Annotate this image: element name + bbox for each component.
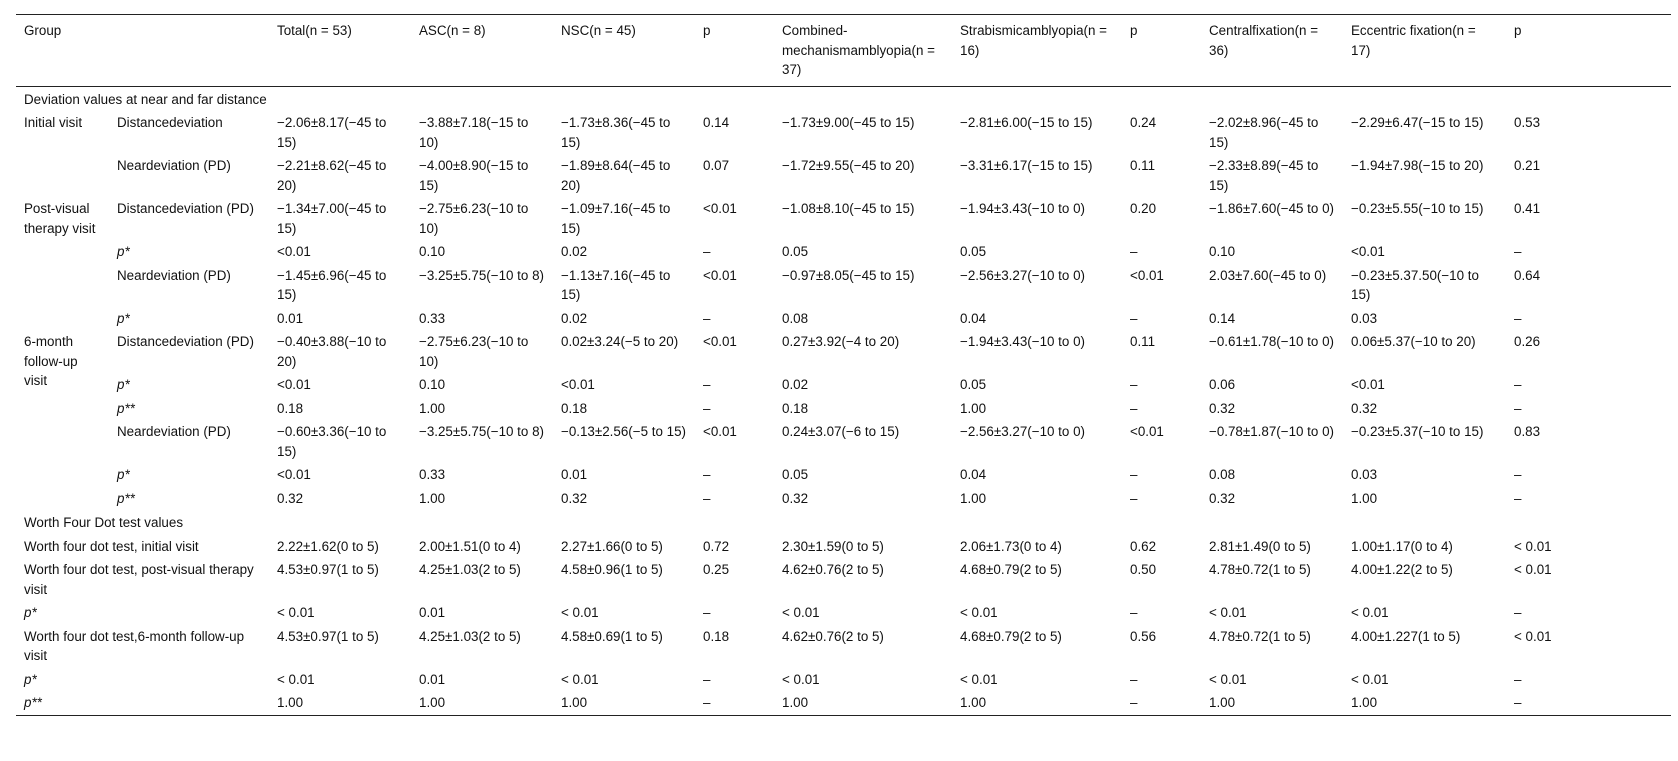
row-label: p** — [117, 490, 135, 506]
table-cell: 4.68±0.79(2 to 5) — [960, 562, 1062, 577]
group-label-post: Post-visual therapy visit — [24, 201, 96, 236]
table-cell: < 0.01 — [1514, 538, 1552, 554]
row-label: p* — [24, 605, 37, 620]
table-cell: 0.27±3.92(−4 to 20) — [782, 334, 900, 349]
table-cell: −1.94±3.43(−10 to 0) — [960, 334, 1085, 349]
table-cell: < 0.01 — [782, 671, 820, 687]
table-cell: – — [1130, 377, 1138, 392]
table-cell: – — [703, 695, 711, 710]
table-cell: – — [1514, 377, 1522, 392]
table-row — [16, 535, 1671, 559]
table-cell: 0.11 — [1130, 334, 1156, 349]
table-cell: < 0.01 — [561, 605, 599, 620]
table-body — [16, 86, 1671, 715]
col-header-p: p — [1514, 23, 1522, 38]
table-cell: 0.03 — [1351, 310, 1378, 326]
table-cell: 2.81±1.49(0 to 5) — [1209, 538, 1311, 554]
table-cell: 2.27±1.66(0 to 5) — [561, 538, 663, 554]
table-cell: 0.18 — [782, 400, 809, 416]
table-cell: −0.23±5.37.50(−10 to 15) — [1351, 267, 1479, 302]
table-cell: −2.56±3.27(−10 to 0) — [960, 424, 1085, 439]
table-cell: < 0.01 — [1351, 671, 1389, 687]
row-label: p* — [117, 244, 130, 259]
table-cell: −0.13±2.56(−5 to 15) — [561, 424, 686, 439]
col-header-eccentric: Eccentric fixation(n = 17) — [1351, 23, 1476, 58]
table-cell: −1.13±7.16(−45 to 15) — [561, 267, 671, 302]
table-cell: 0.02 — [561, 310, 588, 326]
col-header-group: Group — [24, 23, 62, 38]
table-cell: −2.56±3.27(−10 to 0) — [960, 267, 1085, 283]
table-cell: 0.25 — [703, 562, 730, 577]
table-cell: 0.83 — [1514, 424, 1541, 439]
group-label-initial: Initial visit — [24, 115, 83, 130]
table-cell: – — [703, 310, 711, 326]
row-label: p* — [24, 671, 37, 687]
table-cell: 2.22±1.62(0 to 5) — [277, 538, 379, 554]
table-cell: −2.21±8.62(−45 to 20) — [277, 158, 387, 193]
table-cell: <0.01 — [703, 334, 737, 349]
table-cell: – — [1514, 490, 1522, 506]
table-cell: 0.06 — [1209, 377, 1236, 392]
table-cell: 0.56 — [1130, 628, 1157, 644]
table-cell: 0.04 — [960, 310, 987, 326]
table-cell: – — [1514, 467, 1522, 482]
table-cell: −2.29±6.47(−15 to 15) — [1351, 115, 1484, 130]
table-cell: < 0.01 — [1209, 605, 1247, 620]
table-cell: −1.73±8.36(−45 to 15) — [561, 115, 671, 150]
table-cell: 0.32 — [782, 490, 809, 506]
table-cell: 0.03 — [1351, 467, 1378, 482]
row-label: Worth four dot test, initial visit — [24, 538, 199, 554]
table-cell: <0.01 — [277, 244, 311, 259]
section-row — [16, 510, 1671, 535]
row-label: Neardeviation (PD) — [117, 267, 231, 283]
table-cell: 4.53±0.97(1 to 5) — [277, 562, 379, 577]
section-row — [16, 86, 1671, 111]
table-cell: 0.41 — [1514, 201, 1541, 216]
table-cell: 4.25±1.03(2 to 5) — [419, 628, 521, 644]
table-cell: – — [1514, 400, 1522, 416]
table-cell: – — [703, 244, 711, 259]
section-title-worth-four-dot: Worth Four Dot test values — [24, 515, 184, 530]
table-cell: 0.10 — [419, 244, 446, 259]
row-label: p** — [24, 695, 42, 710]
table-cell: 0.11 — [1130, 158, 1156, 173]
table-cell: – — [1514, 605, 1522, 620]
row-label: p* — [117, 310, 130, 326]
table-cell: 0.32 — [1351, 400, 1378, 416]
table-cell: 4.62±0.76(2 to 5) — [782, 562, 884, 577]
table-cell: 4.78±0.72(1 to 5) — [1209, 628, 1311, 644]
table-cell: 0.05 — [960, 244, 987, 259]
table-cell: 0.26 — [1514, 334, 1541, 349]
table-cell: 2.00±1.51(0 to 4) — [419, 538, 521, 554]
table-cell: 4.58±0.96(1 to 5) — [561, 562, 663, 577]
table-row — [16, 463, 1671, 487]
table-cell: – — [703, 377, 711, 392]
table-cell: 0.02 — [561, 244, 588, 259]
table-cell: −2.33±8.89(−45 to 15) — [1209, 158, 1319, 193]
table-cell: < 0.01 — [1209, 671, 1247, 687]
table-cell: – — [703, 671, 711, 687]
table-cell: 0.32 — [1209, 400, 1236, 416]
col-header-total: Total(n = 53) — [277, 23, 352, 38]
table-cell: −1.08±8.10(−45 to 15) — [782, 201, 915, 216]
table-row — [16, 154, 1671, 197]
table-cell: 4.25±1.03(2 to 5) — [419, 562, 521, 577]
table-cell: 0.18 — [561, 400, 588, 416]
table-cell: −2.75±6.23(−10 to 10) — [419, 334, 529, 369]
table-cell: – — [703, 490, 711, 506]
table-cell: −2.75±6.23(−10 to 10) — [419, 201, 529, 236]
table-cell: 0.05 — [782, 467, 809, 482]
group-label-six-month: 6-month follow-up visit — [24, 334, 78, 388]
table-row — [16, 197, 1671, 240]
row-label: Distancedeviation — [117, 115, 223, 130]
table-cell: 0.64 — [1514, 267, 1541, 283]
table-cell: – — [1130, 695, 1138, 710]
table-cell: 4.78±0.72(1 to 5) — [1209, 562, 1311, 577]
table-cell: −0.61±1.78(−10 to 0) — [1209, 334, 1334, 349]
table-cell: < 0.01 — [561, 671, 599, 687]
table-cell: 0.10 — [419, 377, 446, 392]
table-row — [16, 373, 1671, 397]
row-label: Neardeviation (PD) — [117, 158, 231, 173]
table-cell: 0.01 — [419, 671, 446, 687]
table-cell: 4.00±1.227(1 to 5) — [1351, 628, 1461, 644]
col-header-p: p — [703, 23, 711, 38]
table-cell: 1.00 — [419, 695, 446, 710]
table-cell: 0.33 — [419, 310, 446, 326]
table-cell: 2.03±7.60(−45 to 0) — [1209, 267, 1327, 283]
table-header — [16, 15, 1671, 87]
table-cell: – — [1130, 671, 1138, 687]
table-row — [16, 307, 1671, 331]
table-cell: <0.01 — [1130, 424, 1164, 439]
table-cell: 1.00 — [1351, 695, 1378, 710]
table-row — [16, 668, 1671, 692]
table-cell: 0.01 — [561, 467, 588, 482]
table-cell: 1.00±1.17(0 to 4) — [1351, 538, 1453, 554]
table-cell: 0.08 — [1209, 467, 1236, 482]
table-cell: −0.23±5.37(−10 to 15) — [1351, 424, 1484, 439]
table-cell: – — [703, 400, 711, 416]
table-row — [16, 558, 1671, 601]
table-cell: 0.53 — [1514, 115, 1541, 130]
table-cell: 4.00±1.22(2 to 5) — [1351, 562, 1453, 577]
table-cell: −0.23±5.55(−10 to 15) — [1351, 201, 1484, 216]
table-cell: 0.10 — [1209, 244, 1236, 259]
table-cell: −1.34±7.00(−45 to 15) — [277, 201, 387, 236]
table-cell: 0.02±3.24(−5 to 20) — [561, 334, 679, 349]
table-cell: 1.00 — [561, 695, 588, 710]
table-cell: 1.00 — [419, 490, 446, 506]
table-cell: −3.31±6.17(−15 to 15) — [960, 158, 1093, 173]
col-header-asc: ASC(n = 8) — [419, 23, 486, 38]
table-cell: 0.24 — [1130, 115, 1157, 130]
table-cell: −1.73±9.00(−45 to 15) — [782, 115, 915, 130]
table-cell: −3.25±5.75(−10 to 8) — [419, 424, 544, 439]
results-table — [16, 14, 1671, 716]
table-cell: <0.01 — [703, 267, 737, 283]
row-label: Worth four dot test,6-month follow-up visit — [24, 628, 245, 663]
section-title-deviation: Deviation values at near and far distance — [24, 91, 267, 107]
table-cell: 2.30±1.59(0 to 5) — [782, 538, 884, 554]
table-cell: 0.72 — [703, 538, 730, 554]
row-label: Neardeviation (PD) — [117, 424, 231, 439]
table-cell: −1.94±7.98(−15 to 20) — [1351, 158, 1484, 173]
table-cell: 0.21 — [1514, 158, 1541, 173]
table-cell: −4.00±8.90(−15 to 15) — [419, 158, 529, 193]
table-cell: 0.20 — [1130, 201, 1157, 216]
table-cell: 0.05 — [960, 377, 987, 392]
table-cell: −0.60±3.36(−10 to 15) — [277, 424, 387, 459]
table-cell: −1.86±7.60(−45 to 0) — [1209, 201, 1334, 216]
table-cell: 4.53±0.97(1 to 5) — [277, 628, 379, 644]
table-row — [16, 625, 1671, 668]
table-cell: < 0.01 — [1514, 562, 1552, 577]
table-cell: 4.68±0.79(2 to 5) — [960, 628, 1062, 644]
table-cell: −1.45±6.96(−45 to 15) — [277, 267, 387, 302]
table-cell: – — [1130, 310, 1138, 326]
table-cell: 0.01 — [277, 310, 304, 326]
table-cell: 0.33 — [419, 467, 446, 482]
table-cell: 0.14 — [1209, 310, 1236, 326]
table-cell: 1.00 — [782, 695, 809, 710]
table-cell: 0.02 — [782, 377, 809, 392]
results-table-container — [16, 14, 1671, 716]
col-header-p: p — [1130, 23, 1138, 38]
table-cell: – — [1514, 244, 1522, 259]
table-cell: – — [1514, 695, 1522, 710]
table-cell: −3.88±7.18(−15 to 10) — [419, 115, 529, 150]
table-cell: < 0.01 — [1351, 605, 1389, 620]
table-cell: 0.32 — [277, 490, 304, 506]
table-cell: <0.01 — [703, 201, 737, 216]
table-cell: 1.00 — [960, 490, 987, 506]
table-cell: 0.50 — [1130, 562, 1157, 577]
table-cell: 0.18 — [703, 628, 730, 644]
table-cell: 1.00 — [1351, 490, 1378, 506]
table-cell: < 0.01 — [277, 605, 315, 620]
row-label: p* — [117, 467, 130, 482]
table-cell: – — [1130, 605, 1138, 620]
table-cell: <0.01 — [277, 377, 311, 392]
table-cell: – — [1514, 310, 1522, 326]
table-cell: <0.01 — [1351, 244, 1385, 259]
table-cell: <0.01 — [1130, 267, 1164, 283]
table-cell: – — [1514, 671, 1522, 687]
table-row — [16, 601, 1671, 625]
table-cell: −3.25±5.75(−10 to 8) — [419, 267, 544, 283]
table-cell: 0.04 — [960, 467, 987, 482]
table-cell: −0.97±8.05(−45 to 15) — [782, 267, 915, 283]
table-cell: 0.08 — [782, 310, 809, 326]
table-cell: < 0.01 — [960, 671, 998, 687]
table-cell: – — [1130, 244, 1138, 259]
table-cell: −2.06±8.17(−45 to 15) — [277, 115, 387, 150]
col-header-strabismic: Strabismicamblyopia(n = 16) — [960, 23, 1107, 58]
table-cell: −1.72±9.55(−45 to 20) — [782, 158, 915, 173]
table-cell: −2.02±8.96(−45 to 15) — [1209, 115, 1319, 150]
table-cell: 0.32 — [561, 490, 588, 506]
row-label: p** — [117, 400, 135, 416]
table-cell: < 0.01 — [1514, 628, 1552, 644]
table-cell: – — [1130, 400, 1138, 416]
table-cell: 0.32 — [1209, 490, 1236, 506]
table-cell: – — [703, 605, 711, 620]
table-cell: 0.62 — [1130, 538, 1157, 554]
table-cell: < 0.01 — [277, 671, 315, 687]
col-header-nsc: NSC(n = 45) — [561, 23, 636, 38]
table-cell: <0.01 — [277, 467, 311, 482]
table-row — [16, 240, 1671, 264]
table-cell: 0.07 — [703, 158, 730, 173]
table-cell: 0.14 — [703, 115, 730, 130]
table-cell: 0.06±5.37(−10 to 20) — [1351, 334, 1476, 349]
table-cell: 0.24±3.07(−6 to 15) — [782, 424, 900, 439]
table-cell: 1.00 — [277, 695, 304, 710]
table-cell: 1.00 — [419, 400, 446, 416]
row-label: p* — [117, 377, 130, 392]
table-cell: <0.01 — [561, 377, 595, 392]
table-cell: – — [1130, 467, 1138, 482]
table-cell: 1.00 — [1209, 695, 1236, 710]
table-cell: <0.01 — [1351, 377, 1385, 392]
row-label: Distancedeviation (PD) — [117, 334, 254, 349]
table-cell: −1.89±8.64(−45 to 20) — [561, 158, 671, 193]
table-cell: 4.58±0.69(1 to 5) — [561, 628, 663, 644]
row-label: Distancedeviation (PD) — [117, 201, 254, 216]
table-row — [16, 111, 1671, 154]
table-cell: 1.00 — [960, 400, 987, 416]
table-cell: 0.18 — [277, 400, 304, 416]
table-row — [16, 330, 1671, 373]
table-cell: – — [1130, 490, 1138, 506]
table-cell: 0.01 — [419, 605, 446, 620]
table-cell: −0.40±3.88(−10 to 20) — [277, 334, 387, 369]
table-cell: – — [703, 467, 711, 482]
table-row — [16, 691, 1671, 715]
row-label: Worth four dot test, post-visual therapy visit — [24, 562, 254, 597]
table-row — [16, 420, 1671, 463]
table-cell: 0.05 — [782, 244, 809, 259]
table-cell: 4.62±0.76(2 to 5) — [782, 628, 884, 644]
table-cell: < 0.01 — [960, 605, 998, 620]
table-cell: <0.01 — [703, 424, 737, 439]
col-header-combined: Combined-mechanismamblyopia(n = 37) — [782, 23, 935, 77]
col-header-central: Centralfixation(n = 36) — [1209, 23, 1319, 58]
table-cell: −2.81±6.00(−15 to 15) — [960, 115, 1093, 130]
table-row — [16, 264, 1671, 307]
table-cell: −1.09±7.16(−45 to 15) — [561, 201, 671, 236]
table-cell: −1.94±3.43(−10 to 0) — [960, 201, 1085, 216]
table-cell: < 0.01 — [782, 605, 820, 620]
table-row — [16, 487, 1671, 511]
table-cell: −0.78±1.87(−10 to 0) — [1209, 424, 1334, 439]
table-cell: 1.00 — [960, 695, 987, 710]
table-cell: 2.06±1.73(0 to 4) — [960, 538, 1062, 554]
table-row — [16, 397, 1671, 421]
